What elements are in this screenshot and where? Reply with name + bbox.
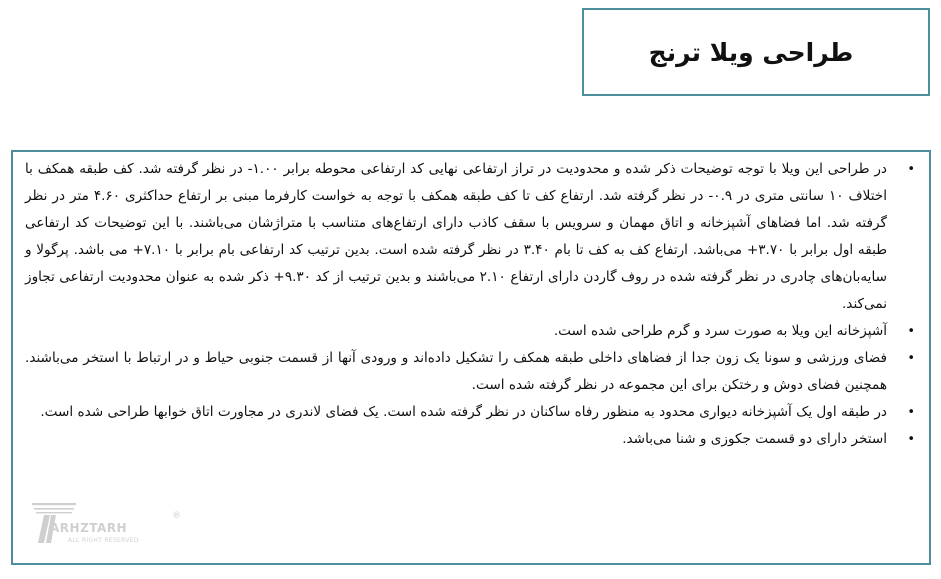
bullet-text: استخر دارای دو قسمت جکوزی و شنا می‌باشد.: [622, 431, 887, 447]
bullet-item: [25, 318, 915, 345]
watermark: [30, 499, 190, 551]
bullet-icon: •: [907, 162, 915, 177]
watermark-name: ARHZTARH: [50, 521, 128, 535]
bullet-icon: •: [907, 351, 915, 366]
bullet-item: [25, 399, 915, 426]
bullet-item: [25, 345, 915, 399]
bullet-text: در طراحی این ویلا با توجه توضیحات ذکر شده و محدودیت در تراز ارتفاعی نهایی کد ارتفاعی محوطه برابر ۱.۰۰- در نظر گرفته شد. کف طبقه همکف با اختلاف ۱۰ سانتی متری در ۰.۹- در نظر گرفته شد. ارتفاع کف تا کف طبقه همکف با توجه به خواست کارفرما مبنی بر ارتفاع حداکثری ۴.۶۰ متر در نظر گرفته شد. اما فضاهای آشپزخانه و اتاق مهمان و سرویس با سقف کاذب دارای ارتفاع‌های متناسب با متراژشان می‌باشند. با این توضیحات کد ارتفاعی طبقه اول برابر با ۳.۷۰+ می‌باشد. ارتفاع کف به کف تا بام ۳.۴۰ در نظر گرفته شده است. بدین ترتیب کد ارتفاعی بام برابر با ۷.۱۰+ می باشد. پرگولا و سایه‌بان‌های چادری در نظر گرفته شده در روف گاردن دارای ارتفاع ۲.۱۰ می‌باشند و بدین ترتیب از کد ۹.۳۰+ ذکر شده به عنوان محدودیت ارتفاعی تجاوز نمی‌کند.: [25, 161, 888, 312]
watermark-rights: ALL RIGHT RESERVED: [68, 537, 139, 544]
watermark-registered: ®: [172, 511, 181, 521]
bullet-text: آشپزخانه این ویلا به صورت سرد و گرم طراحی شده است.: [553, 323, 887, 339]
page-title: طراحی ویلا ترنج: [648, 37, 854, 67]
bullet-item: [25, 156, 915, 318]
bullet-icon: •: [907, 324, 915, 339]
bullet-list: [25, 156, 915, 453]
bullet-item: [25, 426, 915, 453]
bullet-icon: •: [907, 432, 915, 447]
bullet-icon: •: [907, 405, 915, 420]
bullet-text: در طبقه اول یک آشپزخانه دیواری محدود به منظور رفاه ساکنان در نظر گرفته شده است. یک فضای لاندری در مجاورت اتاق خوابها طراحی شده است.: [40, 404, 887, 420]
bullet-text: فضای ورزشی و سونا یک زون جدا از فضاهای داخلی طبقه همکف را تشکیل داده‌اند و ورودی آنها از قسمت جنوبی حیاط و در ارتباط با استخر می‌باشند. همچنین فضای دوش و رختکن برای این مجموعه در نظر گرفته شده است.: [25, 350, 887, 393]
title-box: [582, 8, 930, 96]
